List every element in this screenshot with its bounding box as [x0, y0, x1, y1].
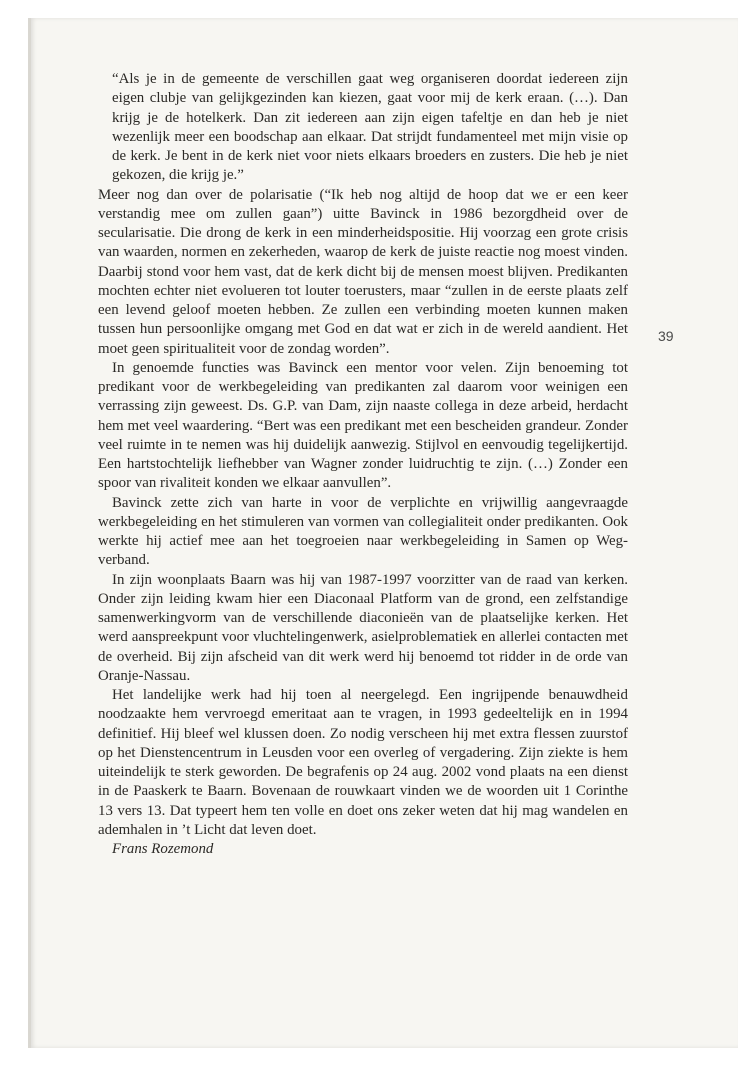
block-quote: “Als je in de gemeente de verschillen gaat weg organiseren doordat iedereen zijn eigen clubje van gelijkgezinden kan kiezen, gaat voor mij de kerk eraan. (…). Dan krijg je de hotelkerk. Dan zit iedereen aan zijn eigen tafeltje en dan heb je niet wezenlijk meer een boodschap aan elkaar. Dat strijdt fundamenteel met mijn visie op de kerk. Je bent in de kerk niet voor niets elkaars broeders en zusters. Die heb je niet gekozen, die krijg je.” — [112, 71, 628, 184]
paragraph: Meer nog dan over de polarisatie (“Ik heb nog altijd de hoop dat we er een keer verstandig mee om zullen gaan”) uitte Bavinck in 1986 bezorgdheid over de secularisatie. Die drong de kerk in een minderheidspositie. Hij voorzag een grote crisis van waarden, normen en zekerheden, waarop de kerk de juiste reactie nog moest vinden. Daarbij stond voor hem vast, dat de kerk dicht bij de mensen moest blijven. Predikanten mochten echter niet evolueren tot louter toerusters, maar “zullen in de eerste plaats zelf een levend geloof moeten hebben. Ze zullen een verbinding moeten kunnen maken tussen hun persoonlijke omgang met God en dat wat er zich in de wereld aandient. Het moet geen spiritualiteit voor de zondag worden”. — [98, 186, 628, 357]
paragraph: In zijn woonplaats Baarn was hij van 1987-1997 voorzitter van de raad van kerken. Onder zijn leiding kwam hier een Diaconaal Platform van de grond, een zelfstandige samenwerkingvorm van de verschillende diaconieën van de plaatselijke kerken. Het werd aanspreekpunt voor vluchtelingenwerk, asielproblematiek en allerlei contacten met de overheid. Bij zijn afscheid van dit werk werd hij benoemd tot ridder in de orde van Oranje-Nassau. — [98, 571, 628, 684]
author-signature: Frans Rozemond — [112, 841, 214, 857]
page-gutter — [28, 18, 31, 1048]
page-number: 39 — [658, 328, 674, 344]
paragraph: Het landelijke werk had hij toen al neergelegd. Een ingrijpende benauwdheid noodzaakte hem vervroegd emeritaat aan te vragen, in 1993 gedeeltelijk en in 1994 definitief. Hij bleef wel klussen doen. Zo nodig verscheen hij met extra flessen zuurstof op het Dienstencentrum in Leusden voor een overleg of vergadering. Zijn ziekte is hem uiteindelijk te sterk geworden. De begrafenis op 24 aug. 2002 vond plaats na een dienst in de Paaskerk te Baarn. Bovenaan de rouwkaart vinden we de woorden uit 1 Corinthe 13 vers 13. Dat typeert hem ten volle en doet ons zeker weten dat hij mag wandelen en ademhalen in ’t Licht dat leven doet. — [98, 687, 628, 838]
article-body — [98, 70, 628, 859]
paragraph: Bavinck zette zich van harte in voor de verplichte en vrijwillig aangevraagde werkbegeleiding en het stimuleren van vormen van collegialiteit onder predikanten. Ook werkte hij actief mee aan het toegroeien naar werkbegeleiding in Samen op Weg-verband. — [98, 494, 628, 569]
paragraph: In genoemde functies was Bavinck een mentor voor velen. Zijn benoeming tot predikant voor de werkbegeleiding van predikanten zal daarom voor weinigen een verrassing zijn geweest. Ds. G.P. van Dam, zijn naaste collega in deze arbeid, herdacht hem met veel waardering. “Bert was een predikant met een bescheiden grandeur. Zonder veel ruimte in te nemen was hij duidelijk aanwezig. Stijlvol en eenvoudig tegelijkertijd. Een hartstochtelijk liefhebber van Wagner zonder luidruchtig te zijn. (…) Zonder een spoor van rivaliteit konden we elkaar aanvullen”. — [98, 359, 628, 492]
